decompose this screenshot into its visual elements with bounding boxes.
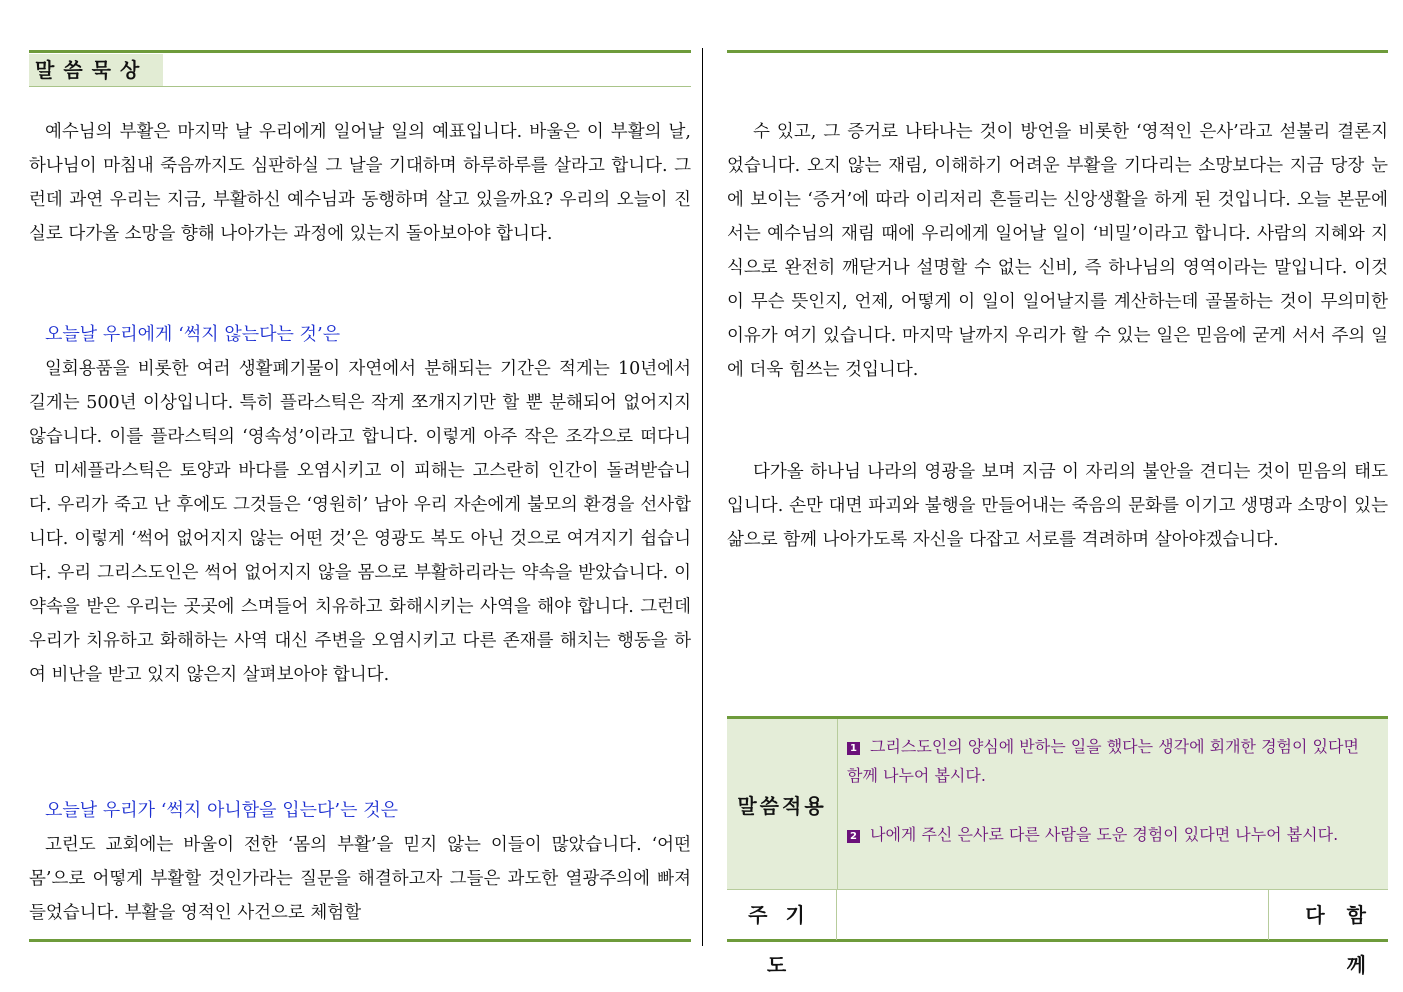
page-divider [702, 48, 703, 946]
question-1-text: 그리스도인의 양심에 반하는 일을 했다는 생각에 회개한 경험이 있다면 함께 나누어 봅시다. [847, 737, 1359, 785]
section-header [29, 54, 691, 87]
application-row [727, 716, 1388, 889]
left-column [29, 50, 691, 942]
question-2-text: 나에게 주신 은사로 다른 사람을 도운 경험이 있다면 나누어 봅시다. [870, 825, 1339, 844]
top-rule [29, 50, 691, 53]
question-2 [847, 820, 1377, 849]
application-label: 말씀적용 [727, 719, 838, 889]
subheading-1: 오늘날 우리에게 ‘썩지 않는다는 것’은 [45, 324, 341, 345]
question-2-number: 2 [847, 830, 860, 843]
section-title: 말씀묵상 [29, 54, 163, 86]
paragraph-conclusion: 다가올 하나님 나라의 영광을 보며 지금 이 자리의 불안을 견디는 것이 믿음의 태도입니다. 손만 대면 파괴와 불행을 만들어내는 죽음의 문화를 이기고 생명과 소망이 있는 삶으로 함께 나아가도록 자신을 다잡고 서로를 격려하며 살아야겠습니다. [727, 462, 1388, 550]
question-1-number: 1 [847, 742, 860, 755]
paragraph-continued: 수 있고, 그 증거로 나타나는 것이 방언을 비롯한 ‘영적인 은사’라고 섣불리 결론지었습니다. 오지 않는 재림, 이해하기 어려운 부활을 기다리는 소망보다는 지금 당장 눈에 보이는 ‘증거’에 따라 이리저리 흔들리는 신앙생활을 하게 된 것입니다. 오늘 본문에서는 예수님의 재림 때에 우리에게 일어날 일이 ‘비밀’이라고 합니다. 사람의 지혜와 지식으로 완전히 깨닫거나 설명할 수 없는 신비, 즉 하나님의 영역이라는 말입니다. 이것이 무슨 뜻인지, 언제, 어떻게 이 일이 일어날지를 계산하는데 골몰하는 것이 무의미한 이유가 여기 있습니다. 마지막 날까지 우리가 할 수 있는 일은 믿음에 굳게 서서 주의 일에 더욱 힘쓰는 것입니다. [727, 122, 1388, 380]
subheading-2: 오늘날 우리가 ‘썩지 아니함을 입는다’는 것은 [45, 800, 399, 821]
top-rule-right [727, 50, 1388, 53]
right-column [727, 50, 1388, 977]
paragraph-plastic: 일회용품을 비롯한 여러 생활폐기물이 자연에서 분해되는 기간은 적게는 10년에서 길게는 500년 이상입니다. 특히 플라스틱은 작게 쪼개지기만 할 뿐 분해되어 없어지지 않습니다. 이를 플라스틱의 ‘영속성’이라고 합니다. 이렇게 아주 작은 조각으로 떠다니던 미세플라스틱은 토양과 바다를 오염시키고 이 피해는 고스란히 인간이 돌려받습니다. 우리가 죽고 난 후에도 그것들은 ‘영원히’ 남아 우리 자손에게 불모의 환경을 선사합니다. 이렇게 ‘썩어 없어지지 않는 어떤 것’은 영광도 복도 아닌 것으로 여겨지기 쉽습니다. 우리 그리스도인은 썩어 없어지지 않을 몸으로 부활하리라는 약속을 받았습니다. 이 약속을 받은 우리는 곳곳에 스며들어 치유하고 화해시키는 사역을 해야 합니다. 그런데 우리가 치유하고 화해하는 사역 대신 주변을 오염시키고 다른 존재를 해치는 행동을 하여 비난을 받고 있지 않은지 살펴보아야 합니다. [29, 359, 691, 685]
prayer-row [727, 889, 1388, 977]
together-label: 다함께 [1268, 890, 1388, 940]
question-1 [847, 732, 1377, 790]
prayer-label: 주기도 [727, 890, 837, 940]
paragraph-intro: 예수님의 부활은 마지막 날 우리에게 일어날 일의 예표입니다. 바울은 이 부활의 날, 하나님이 마침내 죽음까지도 심판하실 그 날을 기대하며 하루하루를 살라고 합니다. 그런데 과연 우리는 지금, 부활하신 예수님과 동행하며 살고 있을까요? 우리의 오늘이 진실로 다가올 소망을 향해 나아가는 과정에 있는지 돌아보아야 합니다. [29, 122, 691, 244]
bottom-rule [29, 939, 691, 942]
paragraph-corinth: 고린도 교회에는 바울이 전한 ‘몸의 부활’을 믿지 않는 이들이 많았습니다. ‘어떤 몸’으로 어떻게 부활할 것인가라는 질문을 해결하고자 그들은 과도한 열광주의에 빠져들었습니다. 부활을 영적인 사건으로 체험할 [29, 835, 691, 923]
